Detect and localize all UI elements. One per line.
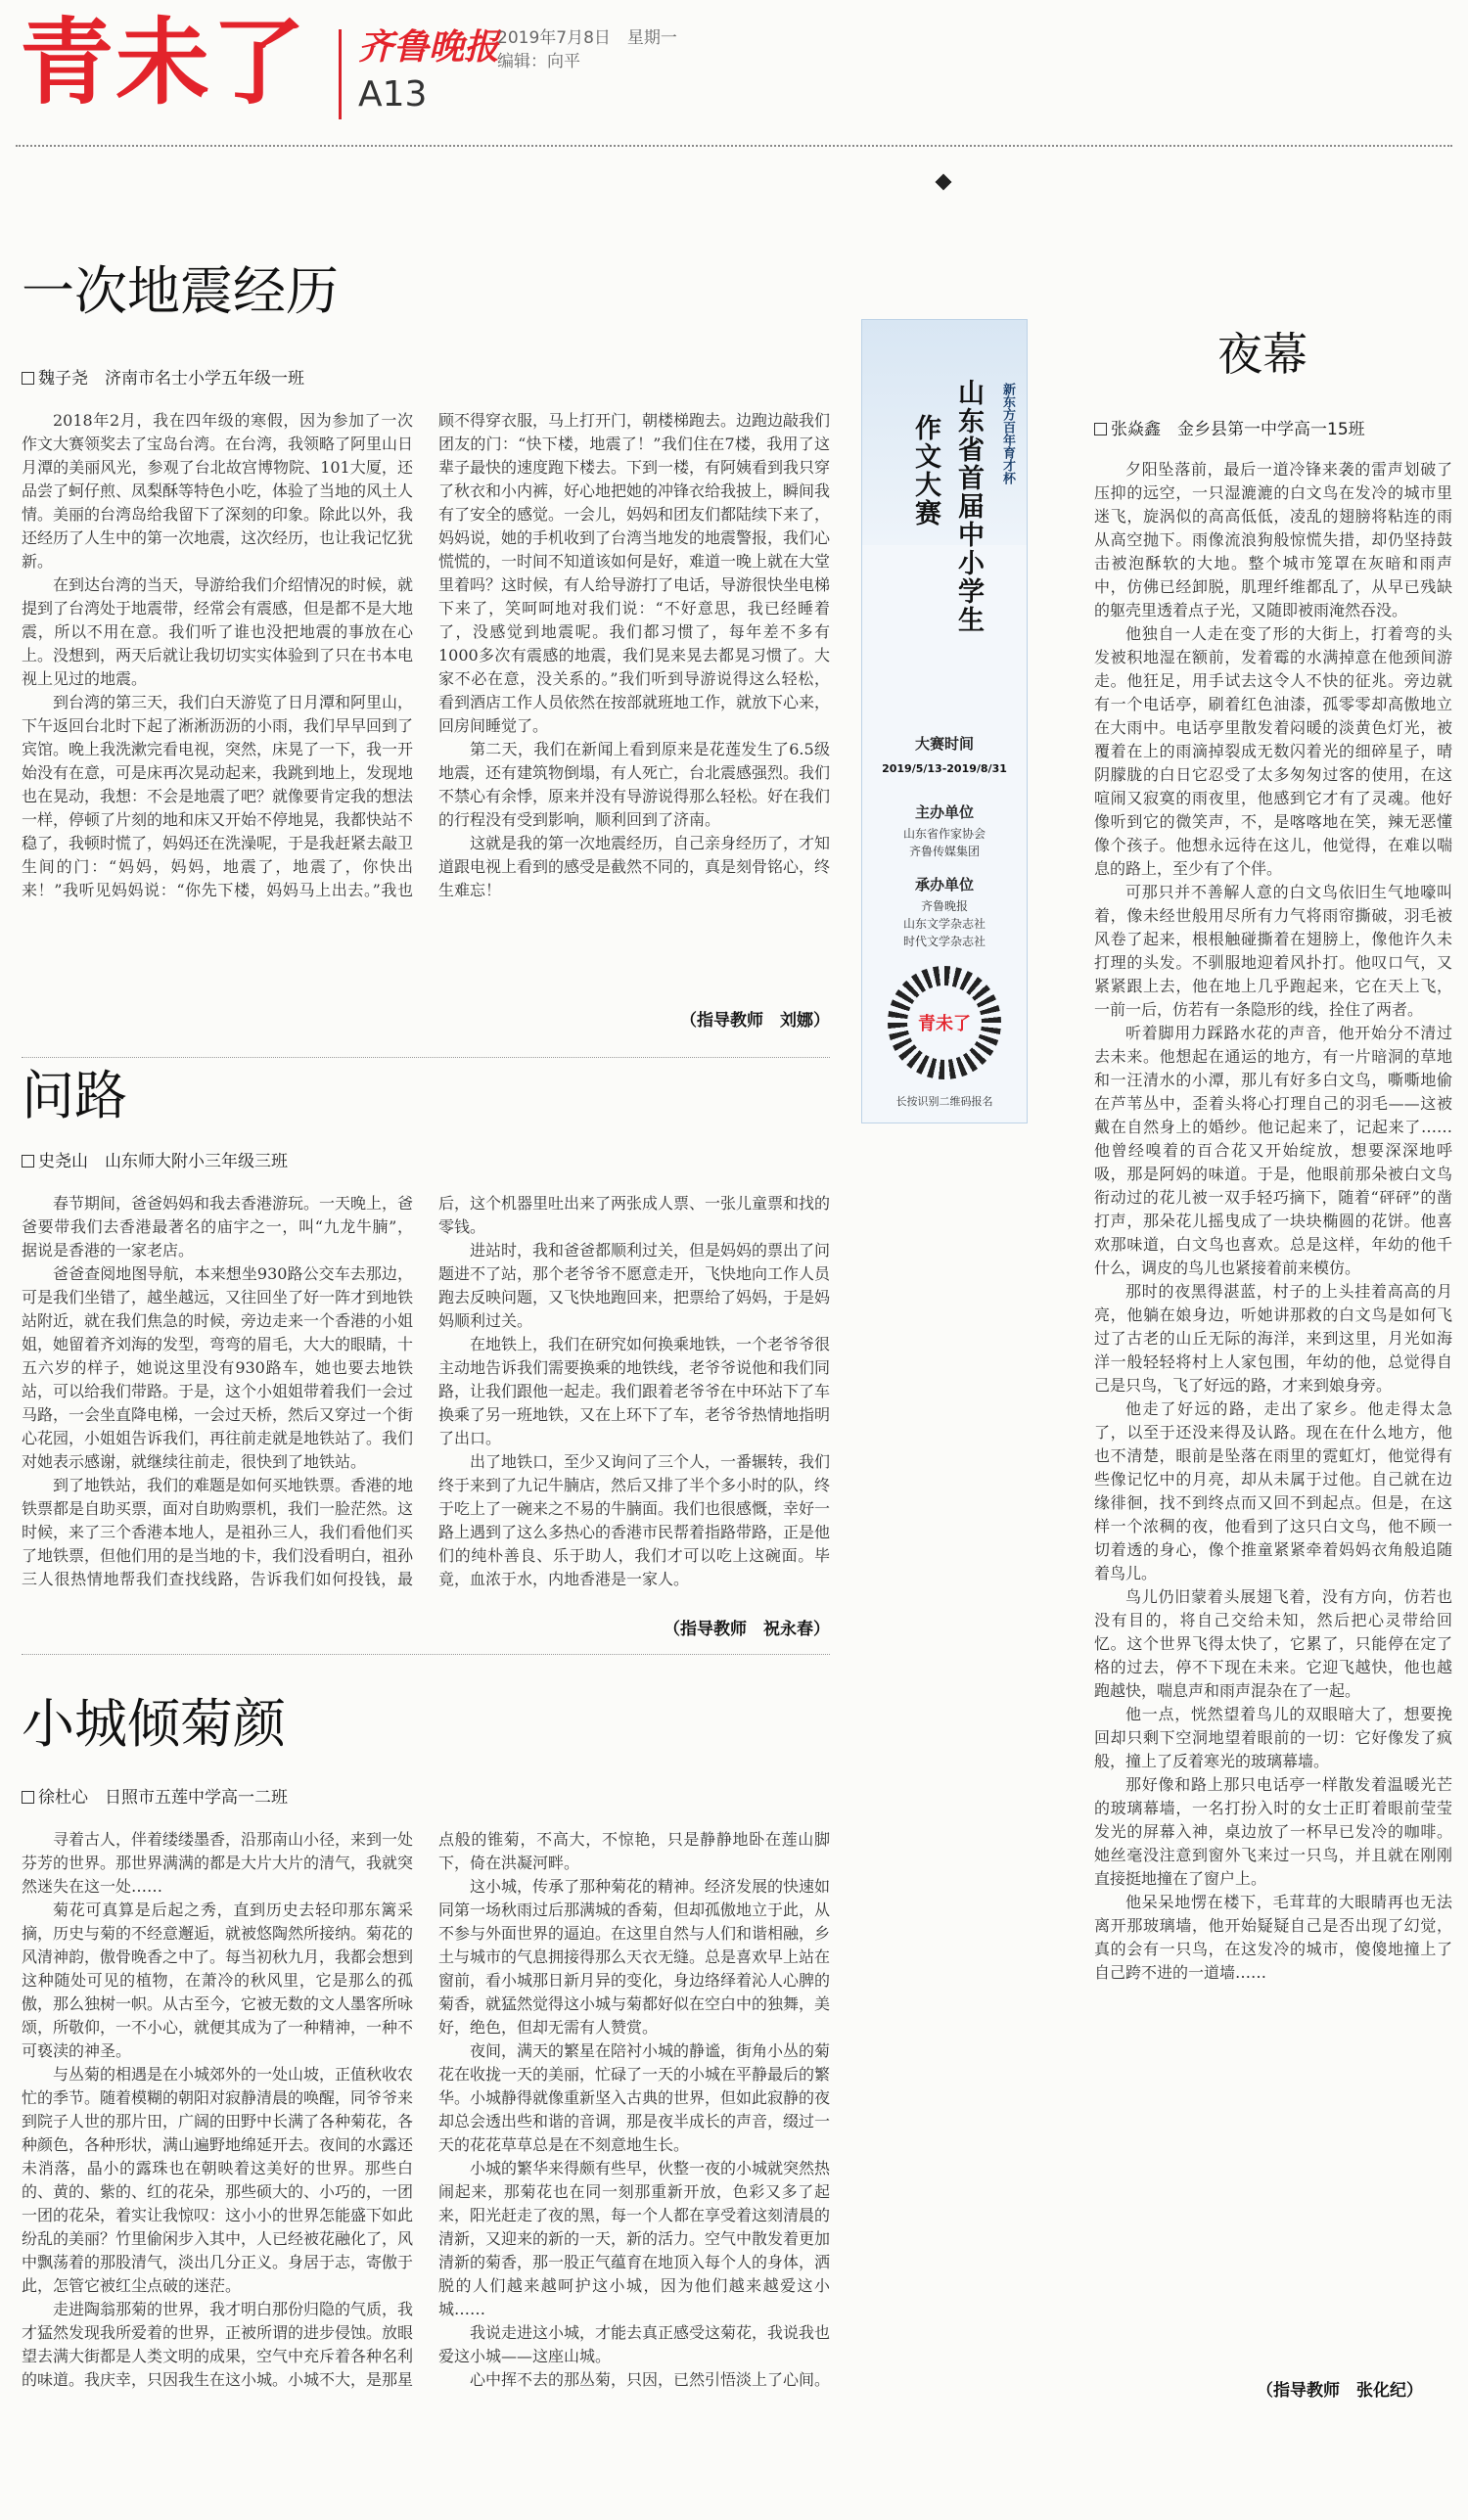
promo-time: 2019/5/13-2019/8/31 [882, 762, 1007, 775]
paragraph: 到台湾的第三天，我们白天游览了日月潭和阿里山，下午返回台北时下起了淅淅沥沥的小雨，我们早早回到了宾馆。晚上我洗漱完看电视，突然，床晃了一下，我一开始没有在意，可是床再次晃动起来，我跳到地上，发现地也在晃动，我想：不会是地震了吧？就像要肯定我的想法一样，停顿了片刻的地和床又开始不停地晃，我都快站不稳了，我顿时慌了，妈妈还在洗澡呢，于是我赶紧去敲卫生间的门：“妈妈，妈妈，地震了，地震了，你快出来！”我听见妈妈说：“你先下楼，妈妈马上出去。”我也顾不得穿衣服，马上打开门，朝楼梯跑去。边跑边敲我们团友的门：“快下楼，地震了！”我们住在7楼，我用了这辈子最快的速度跑下楼去。下到一楼，有阿姨看到我只穿了秋衣和小内裤，好心地把她的冲锋衣给我披上，瞬间我有了安全的感觉。一会儿，妈妈和团友们都陆续下来了，妈妈说，她的手机收到了台湾当地发的地震警报，我们心慌慌的，一时间不知道该如何是好，难道一晚上就在大堂里着吗？这时候，有人给导游打了电话，导游很快坐电梯下来了，笑呵呵地对我们说：“不好意思，我已经睡着了，没感觉到地震呢。我们都习惯了，每年差不多有1000多次有震感的地震，我们晃来晃去都晃习惯了。大家不必在意，没关系的。”我们听到导游说得这么轻松，看到酒店工作人员依然在按部就班地工作，就放下心来，回房间睡觉了。 [22, 411, 830, 899]
teacher-credit-earthquake: （指导教师 刘娜） [680, 1011, 830, 1031]
byline-text: 魏子尧 济南市名士小学五年级一班 [38, 369, 304, 389]
qr-logo: 青未了 [918, 1014, 971, 1034]
byline-box-icon [22, 1791, 34, 1804]
paragraph: 这小城，传承了那种菊花的精神。经济发展的快速如同第一场秋雨过后那满城的香菊，但却孤傲地立于此，从不参与外面世界的逼迫。在这里自然与人们和谐相融，乡土与城市的气息拥接得那么天衣无缝。总是喜欢早上站在窗前，看小城那日新月异的变化，身边络绎着沁人心脾的菊香，就猛然觉得这小城与菊都好似在空白中的独舞，美好，绝色，但却无需有人赞赏。 [438, 1877, 830, 2037]
contest-promo-banner[interactable] [861, 319, 1028, 1123]
article-title-nightfall: 夜幕 [1217, 328, 1307, 381]
promo-organizer-label: 承办单位 [914, 876, 974, 893]
section-divider [22, 1057, 830, 1060]
newspaper-name: 齐鲁晚报 [358, 26, 500, 68]
paragraph: 我说走进这小城，才能去真正感受这菊花，我说我也爱这小城——这座山城。 [438, 2323, 830, 2365]
paragraph: 小城的繁华来得颇有些早，伙整一夜的小城就突然热闹起来，那菊花也在同一刻那重新开放，色彩又多了起来，阳光赶走了夜的黑，每一个人都在享受着这刻清晨的清新，又迎来的新的一天，新的活力。空气中散发着更加清新的菊香，那一股正气蕴育在地顶入每个人的身体，洒脱的人们越来越呵护这小城，因为他们越来越爱这小城…… [438, 2159, 830, 2318]
paragraph: 他一点，恍然望着鸟儿的双眼暗大了，想要挽回却只剩下空洞地望着眼前的一切：它好像发了疯般，撞上了反着寒光的玻璃幕墙。 [1094, 1705, 1452, 1770]
promo-cup-name: 新东方百年育才杯 [1000, 383, 1015, 484]
article-title-chrysanthemum: 小城倾菊颜 [22, 1693, 286, 1755]
paragraph: 那好像和路上那只电话亭一样散发着温暖光芒的玻璃幕墙，一名打扮入时的女士正盯着眼前莹莹发光的屏幕入神，桌边放了一杯早已发冷的咖啡。她丝毫没注意到窗外飞来过一只鸟，并且就在刚刚直接挺地撞在了窗户上。 [1094, 1775, 1452, 1888]
byline-box-icon [1094, 423, 1107, 435]
masthead-rule [16, 145, 1452, 147]
article-byline-nightfall [1094, 419, 1365, 440]
article-byline-chrysanthemum [22, 1787, 288, 1809]
article-title-earthquake: 一次地震经历 [22, 260, 339, 322]
qr-caption: 长按识别二维码报名 [895, 1095, 993, 1108]
paragraph: 听着脚用力踩路水花的声音，他开始分不清过去未来。他想起在通运的地方，有一片暗洞的草地和一汪清水的小潭，那儿有好多白文鸟，嘶嘶地偷在芦苇丛中，歪着头将心打理自己的羽毛——这被戴在自然身上的婚纱。他记起来了，记起来了……他曾经嗅着的百合花又开始绽放，想要深深地呼吸，那是阿妈的味道。于是，他眼前那朵被白文鸟衔动过的花儿被一双手轻巧摘下，随着“砰砰”的凿打声，那朵花儿摇曳成了一块块椭圆的花饼。他喜欢那味道，白文鸟也喜欢。总是这样，年幼的他千什么，调皮的鸟儿也紧接着前来模仿。 [1094, 1024, 1452, 1277]
page-number: A13 [358, 74, 428, 115]
paragraph: 他独自一人走在变了形的大街上，打着弯的头发被积地湿在额前，发着霉的水满掉意在他颈间游走。他狂足，用手试去这令人不快的征兆。旁边就有一个电话亭，刷着红色油漆，孤零零却高傲地立在大雨中。电话亭里散发着闷暖的淡黄色灯光，被覆着在上的雨滴掉裂成无数闪着光的细碎星子，晴阴朦胧的白日它忍受了太多匆匆过客的使用，在这喧闹又寂寞的雨夜里，他感到它才有了灵魂。他好像听到它的微笑声，不，是喀喀地在笑，辣无恶懂像个孩子。他想永远待在这儿，他觉得，在难以喘息的路上，至少有了个伴。 [1094, 624, 1452, 878]
masthead-divider [339, 29, 342, 119]
byline-text: 张焱鑫 金乡县第一中学高一15班 [1111, 420, 1365, 439]
byline-text: 史尧山 山东师大附小三年级三班 [38, 1152, 288, 1171]
article-body-earthquake [22, 409, 830, 1045]
paragraph: 爸爸查阅地图导航，本来想坐930路公交车去那边，可是我们坐错了，越坐越远，又往回坐了好一阵才到地铁站附近，就在我们焦急的时候，旁边走来一个香港的小姐姐，她留着齐刘海的发型，弯弯的眉毛，大大的眼睛，十五六岁的样子，她说这里没有930路车，她也要去地铁站，可以给我们带路。于是，这个小姐姐带着我们一会过马路，一会坐直降电梯，一会过天桥，然后又穿过一个街心花园，小姐姐告诉我们，再往前走就是地铁站了。我们对她表示感谢，就继续往前走，很快到了地铁站。 [22, 1264, 414, 1471]
promo-host: 山东省作家协会 [902, 827, 986, 841]
promo-title-line1: 山东省首届中小学生 [953, 379, 984, 634]
paragraph: 寻着古人，伴着缕缕墨香，沿那南山小径，来到一处芬芳的世界。那世界满满的都是大片大片的清气，我就突然迷失在这一处…… [22, 1830, 414, 1896]
paragraph: 进站时，我和爸爸都顺利过关，但是妈妈的票出了问题进不了站，那个老爷爷不愿意走开，飞快地向工作人员跑去反映问题，又飞快地跑回来，把票给了妈妈，于是妈妈顺利过关。 [438, 1241, 830, 1330]
byline-box-icon [22, 1155, 34, 1168]
paragraph: 出了地铁口，至少又询问了三个人，一番辗转，我们终于来到了九记牛腩店，然后又排了半个多小时的队，终于吃上了一碗来之不易的牛腩面。我们也很感慨，幸好一路上遇到了这么多热心的香港市民帮着指路带路，正是他们的纯朴善良、乐于助人，我们才可以吃上这碗面。毕竟，血浓于水，内地香港是一家人。 [438, 1452, 830, 1588]
byline-box-icon [22, 372, 34, 385]
paragraph: 他呆呆地愣在楼下，毛茸茸的大眼睛再也无法离开那玻璃墙，他开始疑疑自己是否出现了幻觉，真的会有一只鸟，在这发冷的城市，傻傻地撞上了自己跨不进的一道墙…… [1094, 1893, 1452, 1982]
paragraph: 菊花可真算是后起之秀，直到历史去轻印那东篱采摘，历史与菊的不经意邂逅，就被悠陶然所接纳。菊花的风清神韵，傲骨晚香之中了。每当初秋九月，我都会想到这种随处可见的植物，在萧冷的秋风里，它是那么的孤傲，那么独树一帜。从古至今，它被无数的文人墨客所咏颂，所敬仰，一不小心，就便其成为了一种精神，一种不可亵渎的神圣。 [22, 1901, 414, 2060]
promo-time-label: 大赛时间 [914, 735, 974, 753]
promo-host-label: 主办单位 [914, 803, 974, 821]
paragraph: 在到达台湾的当天，导游给我们介绍情况的时候，就提到了台湾处于地震带，经常会有震感，但是都不是大地震，所以不用在意。我们听了谁也没把地震的事放在心上。没想到，两天后就让我切切实实体验到了只在书本电视上见过的地震。 [22, 575, 414, 688]
paragraph: 他走了好远的路，走出了家乡。他走得太急了，以至于还没来得及认路。现在在什么地方，他也不清楚，眼前是坠落在雨里的霓虹灯，他觉得有些像记忆中的月亮，却从未属于过他。自己就在边缘徘徊，找不到终点而又回不到起点。但是，在这样一个浓稠的夜，他看到了这只白文鸟，他不顾一切着透的身心，像个推童紧紧牵着妈妈衣角般追随着鸟儿。 [1094, 1399, 1452, 1582]
paragraph: 这就是我的第一次地震经历，自己亲身经历了，才知道跟电视上看到的感受是截然不同的，真是刻骨铭心，终生难忘！ [438, 834, 830, 899]
promo-host: 齐鲁传媒集团 [908, 845, 980, 858]
promo-organizer: 齐鲁晚报 [920, 899, 968, 913]
paragraph: 可那只并不善解人意的白文鸟依旧生气地嚎叫着，像未经世般用尽所有力气将雨帘撕破，羽毛被风卷了起来，根根触碰撕着在翅膀上，像他许久未打理的头发。不驯服地迎着风扑打。他叹口气，又紧紧跟上去，他在地上几乎跑起来，它在天上飞，一前一后，仿若有一条隐形的线，拴住了两者。 [1094, 883, 1452, 1019]
qr-code-icon[interactable] [888, 966, 1001, 1079]
paragraph: 鸟儿仍旧蒙着头展翅飞着，没有方向，仿若也没有目的，将自己交给未知，然后把心灵带给回忆。这个世界飞得太快了，它累了，只能停在定了格的过去，停不下现在未来。它迎飞越快，他也越跑越快，喘息声和雨声混杂在了一起。 [1094, 1587, 1452, 1700]
teacher-credit-nightfall: （指导教师 张化纪） [1257, 2381, 1423, 2401]
qr-center [907, 985, 982, 1060]
article-body-chrysanthemum [22, 1828, 830, 2503]
article-byline-earthquake [22, 368, 304, 389]
article-byline-asking-way [22, 1151, 288, 1172]
paragraph: 夕阳坠落前，最后一道冷锋来袭的雷声划破了压抑的远空，一只湿漉漉的白文鸟在发冷的城市里迷飞，旋涡似的高高低低，凌乱的翅膀将粘连的雨从高空抛下。雨像流浪狗般惊慌失措，却仍坚持鼓击被泡酥软的大地。整个城市笼罩在灰暗和雨声中，仿佛已经卸脱，肌理纤维都乱了，从早已残缺的躯壳里透着点子光，又随即被雨淹然吞没。 [1094, 460, 1452, 619]
editor-credit: 编辑：向平 [497, 52, 580, 71]
paragraph: 那时的夜黑得湛蓝，村子的上头挂着高高的月亮，他躺在娘身边，听她讲那救的白文鸟是如何飞过了古老的山丘无际的海洋，来到这里，月光如海洋一般轻轻将村上人家包围，年幼的他，总觉得自己是只鸟，飞了好远的路，才来到娘身旁。 [1094, 1282, 1452, 1395]
paragraph: 在地铁上，我们在研究如何换乘地铁，一个老爷爷很主动地告诉我们需要换乘的地铁线，老爷爷说他和我们同路，让我们跟他一起走。我们跟着老爷爷在中环站下了车换乘了另一班地铁，又在上环下了车，老爷爷热情地指明了出口。 [438, 1335, 830, 1447]
paragraph: 心中挥不去的那丛菊，只因，已然引悟淡上了心间。 [470, 2370, 830, 2389]
article-body-asking-way [22, 1192, 830, 1638]
paragraph: 与丛菊的相遇是在小城郊外的一处山坡，正值秋收农忙的季节。随着模糊的朝阳对寂静清晨的唤醒，同爷爷来到院子人世的那片田，广阔的田野中长满了各种菊花，各种颜色，各种形状，满山遍野地绵延开去。夜间的水露还未消落，晶小的露珠也在朝映着这美好的世界。那些白的、黄的、紫的、红的花朵，那些硕大的、小巧的，一团一团的花朵，着实让我惊叹：这小小的世界怎能盛下如此纷乱的美丽？竹里偷闲步入其中，人已经被花融化了，风中飘荡着的那股清气，淡出几分正义。身居于志，寄傲于此，怎管它被红尘点破的迷茫。 [22, 2065, 414, 2295]
promo-title-line2: 作文大赛 [910, 414, 940, 527]
diamond-ornament-icon [936, 174, 952, 191]
paragraph: 夜间，满天的繁星在陪衬小城的静谧，街角小丛的菊花在收拢一天的美丽，忙碌了一天的小城在平静最后的繁华。小城静得就像重新坚入古典的世界，但如此寂静的夜却总会透出些和谐的音调，那是夜半成长的声音，缀过一天的花花草草总是在不刻意地生长。 [438, 2041, 830, 2154]
article-title-asking-way: 问路 [22, 1065, 127, 1126]
promo-organizer: 时代文学杂志社 [902, 935, 986, 948]
byline-text: 徐杜心 日照市五莲中学高一二班 [38, 1788, 288, 1808]
promo-organizer: 山东文学杂志社 [902, 917, 986, 931]
article-body-nightfall [1094, 458, 1452, 2366]
paragraph: 到了地铁站，我们的难题是如何买地铁票。香港的地铁票都是自助买票，面对自助购票机，我们一脸茫然。这时候，来了三个香港本地人，是祖孙三人，我们看他们买了地铁票，但他们用的是当地的卡，我们没看明白，祖孙三人很热情地帮我们查找线路，告诉我们如何投钱，最后，这个机器里吐出来了两张成人票、一张儿童票和找的零钱。 [22, 1194, 830, 1588]
paragraph: 春节期间，爸爸妈妈和我去香港游玩。一天晚上，爸爸要带我们去香港最著名的庙宇之一，叫“九龙牛腩”，据说是香港的一家老店。 [22, 1194, 414, 1260]
paragraph: 走进陶翁那菊的世界，我才明白那份归隐的气质，我才猛然发现我所爱着的世界，正被所谓的进步侵蚀。放眼望去满大街都是人类文明的成果，空气中充斥着各种名利的味道。我庆幸，只因我生在这小城。小城不大，是那星点般的锥菊，不高大，不惊艳，只是静静地卧在莲山脚下，倚在洪凝河畔。 [22, 1830, 830, 2389]
paragraph: 2018年2月，我在四年级的寒假，因为参加了一次作文大赛领奖去了宝岛台湾。在台湾，我领略了阿里山日月潭的美丽风光，参观了台北故宫博物院、101大厦，还品尝了蚵仔煎、凤梨酥等特色小吃，体验了当地的风土人情。美丽的台湾岛给我留下了深刻的印象。除此以外，我还经历了人生中的第一次地震，这次经历，也让我记忆犹新。 [22, 411, 414, 571]
section-divider [22, 1654, 830, 1657]
issue-date: 2019年7月8日 星期一 [497, 28, 677, 48]
teacher-credit-asking-way: （指导教师 祝永春） [664, 1620, 830, 1639]
paragraph: 第二天，我们在新闻上看到原来是花莲发生了6.5级地震，还有建筑物倒塌，有人死亡，台北震感强烈。我们不禁心有余悸，原来并没有导游说得那么轻松。好在我们的行程没有受到影响，顺利回到了济南。 [438, 740, 830, 829]
masthead-title: 青未了 [20, 8, 307, 117]
